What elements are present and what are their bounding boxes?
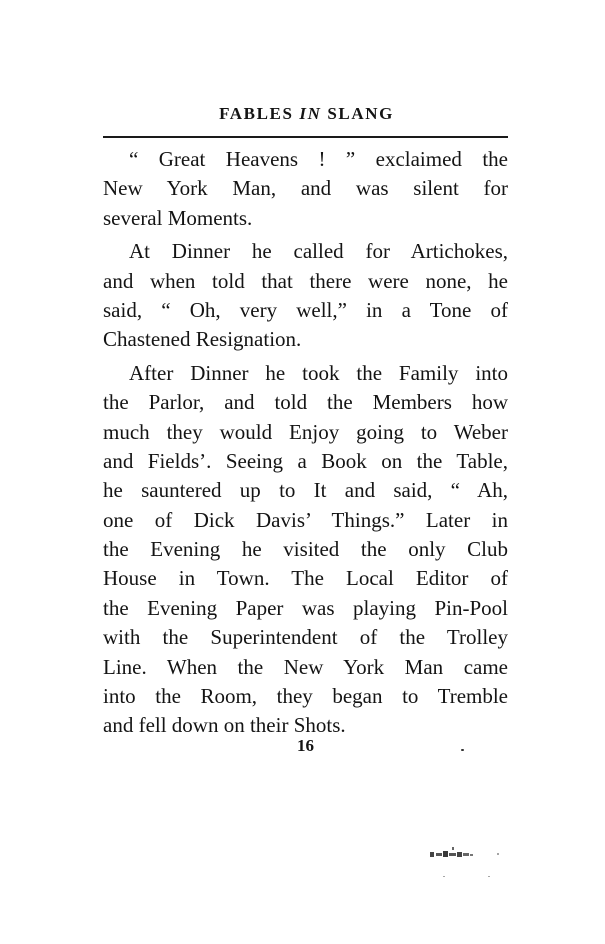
text-line: the Parlor, and told the Members how [103,390,508,415]
page-number: 16 [297,736,314,755]
text-line: several Moments. [103,205,253,230]
text-line: After Dinner he took the Family into [129,360,508,385]
paragraph [103,359,508,741]
text-line: Line. When the New York Man came [103,654,508,679]
text-line: “ Great Heavens ! ” exclaimed the [129,147,508,171]
text-line: At Dinner he called for Artichokes, [129,239,508,264]
header-rule [103,136,508,138]
text-line: and fell down on their Shots. [103,713,346,738]
running-head-suffix: SLANG [327,104,394,123]
running-head [0,104,605,124]
scan-speck [443,876,445,877]
text-line: and Fields’. Seeing a Book on the Table, [103,448,508,473]
library-stamp-mark [430,846,474,858]
scan-speck [488,876,490,877]
text-line: New York Man, and was silent for [103,176,508,201]
text-line: Chastened Resignation. [103,327,302,352]
scan-speck [497,853,499,855]
running-head-italic: IN [299,104,322,123]
text-line: the Evening Paper was playing Pin-Pool [103,595,508,620]
text-line: the Evening he visited the only Club [103,537,508,562]
paragraph [103,237,508,355]
running-head-prefix: FABLES [219,104,294,123]
text-line: and when told that there were none, he [103,268,508,293]
text-line: he sauntered up to It and said, “ Ah, [103,478,508,503]
text-line: one of Dick Davis’ Things.” Later in [103,507,508,532]
text-line: House in Town. The Local Editor of [103,566,508,591]
text-line: said, “ Oh, very well,” in a Tone of [103,297,508,322]
text-line: with the Superintendent of the Trolley [103,625,508,650]
text-line: much they would Enjoy going to Weber [103,419,508,444]
text-line: into the Room, they began to Tremble [103,684,508,709]
paragraph [103,145,508,233]
scan-speck [461,749,464,751]
body-text [103,145,508,745]
